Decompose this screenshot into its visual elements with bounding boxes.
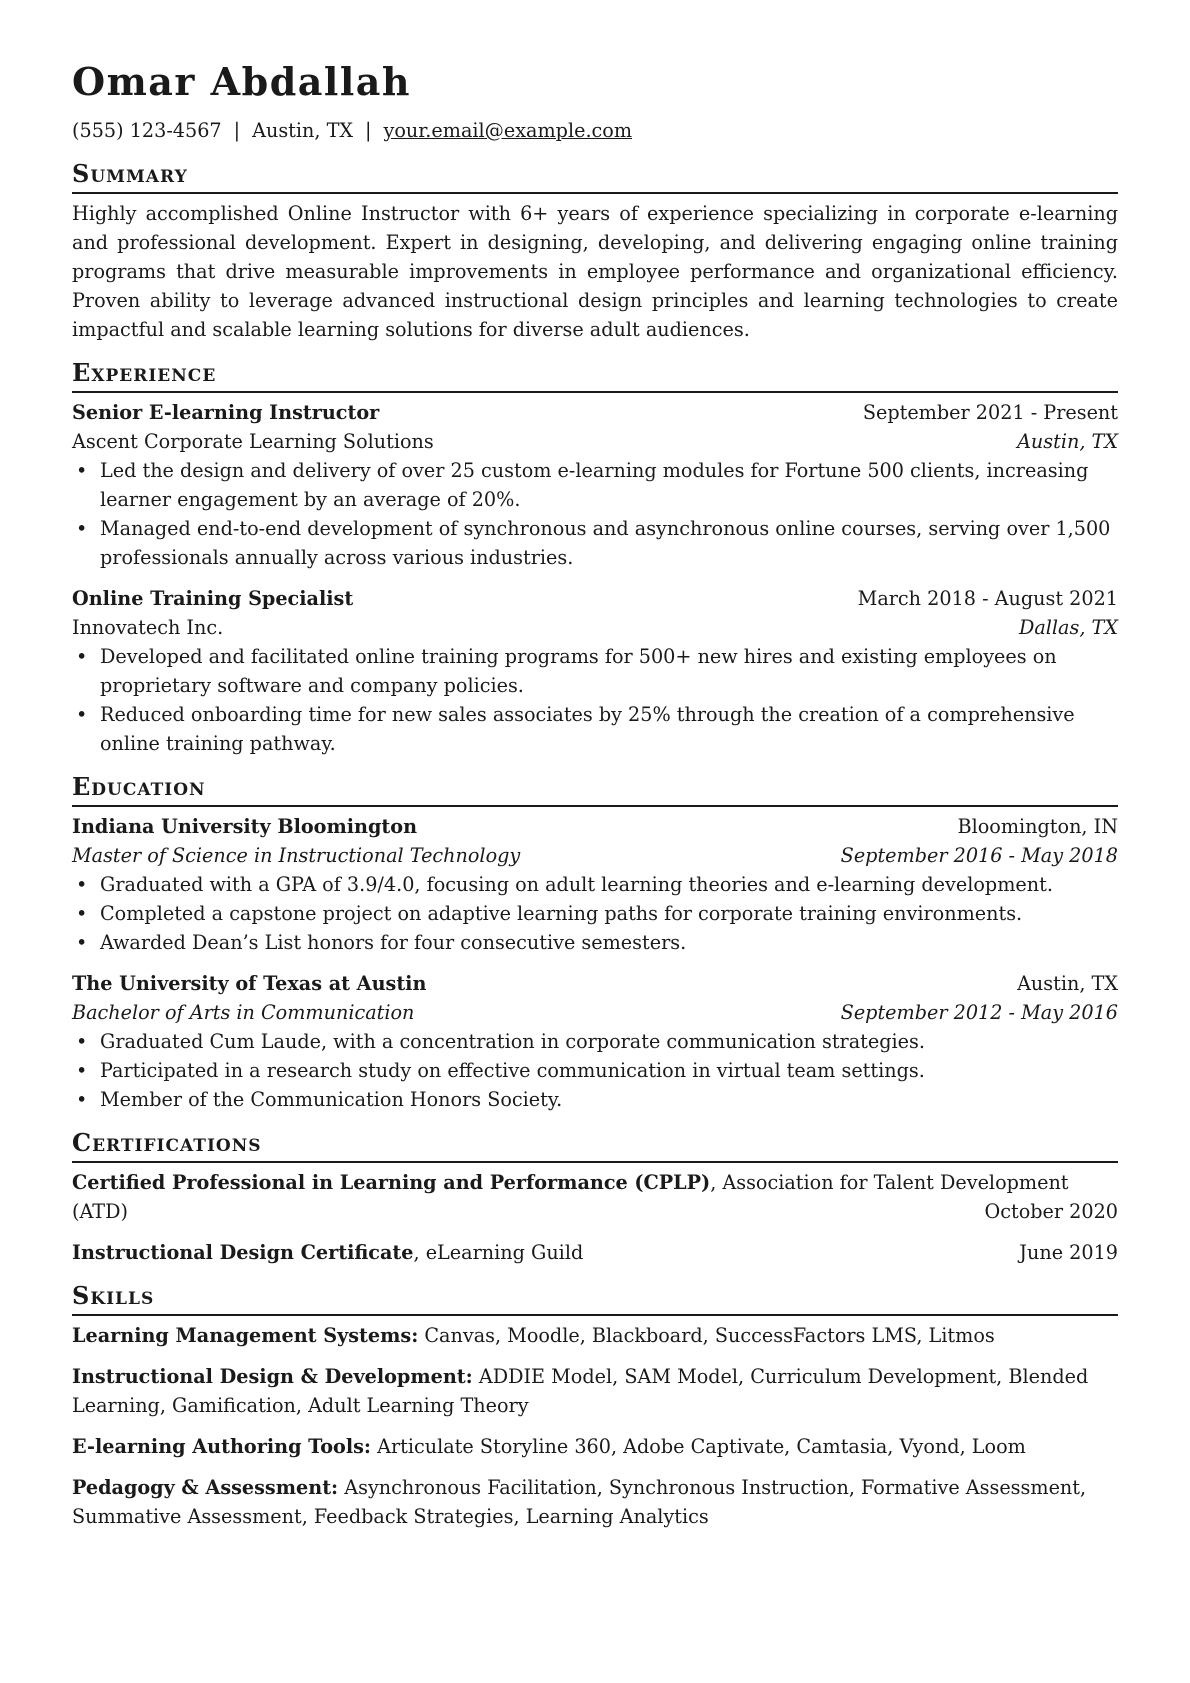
bullet-item: • Participated in a research study on effective communication in virtual team settings. <box>100 1056 1118 1085</box>
contact-separator: | <box>365 119 372 142</box>
bullet-item: • Led the design and delivery of over 25 custom e-learning modules for Fortune 500 clients, increasing learner engagement by an average of 20%. <box>100 456 1118 514</box>
section-title-education: Education <box>72 772 1118 807</box>
company-name: Innovatech Inc. <box>72 616 224 639</box>
section-title-summary: Summary <box>72 159 1118 194</box>
job-dates: March 2018 - August 2021 <box>857 587 1118 610</box>
skill-value: Articulate Storyline 360, Adobe Captivate, Camtasia, Vyond, Loom <box>371 1435 1026 1458</box>
skill-label: E-learning Authoring Tools: <box>72 1435 372 1458</box>
certification-issuer: , Association for Talent Development <box>710 1171 1069 1194</box>
job-title: Online Training Specialist <box>72 587 354 610</box>
candidate-name: Omar Abdallah <box>72 59 412 104</box>
skill-group <box>72 1473 1118 1531</box>
bullet-item: • Graduated with a GPA of 3.9/4.0, focusing on adult learning theories and e-learning development. <box>100 870 1118 899</box>
skill-label: Instructional Design & Development: <box>72 1365 473 1388</box>
job-location: Austin, TX <box>1017 430 1118 453</box>
bullet-item: • Member of the Communication Honors Society. <box>100 1085 1118 1114</box>
certification-entry <box>72 1238 1118 1267</box>
skill-value: Canvas, Moodle, Blackboard, SuccessFactors LMS, Litmos <box>418 1324 995 1347</box>
company-name: Ascent Corporate Learning Solutions <box>72 430 434 453</box>
school-name: The University of Texas at Austin <box>72 972 427 995</box>
school-location: Bloomington, IN <box>957 815 1118 838</box>
degree: Master of Science in Instructional Technology <box>72 844 521 867</box>
skill-group <box>72 1321 1118 1350</box>
certification-name: Instructional Design Certificate <box>72 1241 414 1264</box>
experience-entry <box>72 398 1118 572</box>
skill-value: Asynchronous Facilitation, Synchronous Instruction, Formative Assessment, Summative Assessment, Feedback Strategies, Learning Analytics <box>72 1476 1087 1528</box>
bullet-item: • Developed and facilitated online training programs for 500+ new hires and existing employees on proprietary software and company policies. <box>100 642 1118 700</box>
bullet-item: • Completed a capstone project on adaptive learning paths for corporate training environments. <box>100 899 1118 928</box>
location: Austin, TX <box>252 119 354 142</box>
summary-text: Highly accomplished Online Instructor with 6+ years of experience specializing in corporate e-learning and professional development. Expert in designing, developing, and delivering engaging online training programs that drive measurable improvements in employee performance and organizational efficiency. Proven ability to leverage advanced instructional design principles and learning technologies to create impactful and scalable learning solutions for diverse adult audiences. <box>72 202 1118 341</box>
school-location: Austin, TX <box>1017 972 1118 995</box>
skill-group <box>72 1432 1118 1461</box>
certification-name: Certified Professional in Learning and Performance (CPLP) <box>72 1171 711 1194</box>
job-location: Dallas, TX <box>1018 616 1118 639</box>
education-dates: September 2012 - May 2016 <box>840 1001 1118 1024</box>
section-title-certifications: Certifications <box>72 1128 1118 1163</box>
education-bullets <box>72 870 1118 957</box>
email-link[interactable]: your.email@example.com <box>383 119 633 142</box>
section-title-skills: Skills <box>72 1281 1118 1316</box>
skill-label: Pedagogy & Assessment: <box>72 1476 339 1499</box>
skill-label: Learning Management Systems: <box>72 1324 419 1347</box>
bullet-item: • Reduced onboarding time for new sales associates by 25% through the creation of a comprehensive online training pathway. <box>100 700 1118 758</box>
contact-line <box>72 116 1118 145</box>
job-bullets <box>72 456 1118 572</box>
bullet-item: • Awarded Dean’s List honors for four consecutive semesters. <box>100 928 1118 957</box>
job-title: Senior E-learning Instructor <box>72 401 380 424</box>
contact-separator: | <box>233 119 241 142</box>
degree: Bachelor of Arts in Communication <box>72 1001 415 1024</box>
bullet-item: • Managed end-to-end development of synchronous and asynchronous online courses, serving over 1,500 professionals annually across various industries. <box>100 514 1118 572</box>
phone: (555) 123-4567 <box>72 119 222 142</box>
school-name: Indiana University Bloomington <box>72 815 418 838</box>
education-dates: September 2016 - May 2018 <box>840 844 1118 867</box>
certification-issuer: , eLearning Guild <box>413 1241 584 1264</box>
skill-group <box>72 1362 1118 1420</box>
certification-date: June 2019 <box>1019 1241 1118 1264</box>
skill-value: ADDIE Model, SAM Model, Curriculum Development, Blended Learning, Gamification, Adult Learning Theory <box>72 1365 1089 1417</box>
education-entry <box>72 969 1118 1114</box>
certification-entry <box>72 1168 1118 1226</box>
job-bullets <box>72 642 1118 758</box>
job-dates: September 2021 - Present <box>862 401 1118 424</box>
experience-entry <box>72 584 1118 758</box>
section-title-experience: Experience <box>72 358 1118 393</box>
education-bullets <box>72 1027 1118 1114</box>
certification-date: October 2020 <box>984 1200 1118 1223</box>
certification-issuer-cont: (ATD) <box>72 1200 128 1223</box>
bullet-item: • Graduated Cum Laude, with a concentration in corporate communication strategies. <box>100 1027 1118 1056</box>
education-entry <box>72 812 1118 957</box>
